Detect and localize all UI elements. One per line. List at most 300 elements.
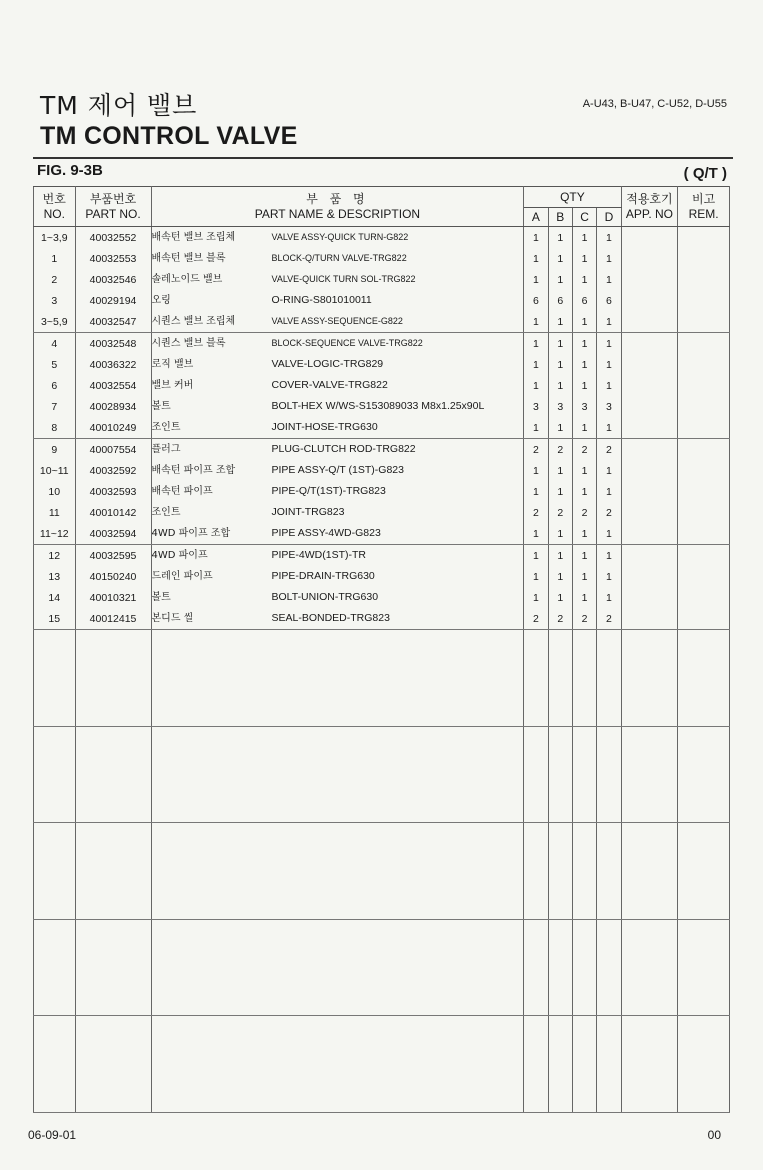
app-no bbox=[621, 523, 678, 545]
col-header-rem-en: REM. bbox=[688, 206, 719, 221]
empty-cell bbox=[597, 919, 621, 1016]
qty-a: 1 bbox=[524, 248, 548, 269]
qty-a: 1 bbox=[524, 587, 548, 608]
part-name-korean: 본디드 씰 bbox=[151, 613, 194, 624]
qty-b: 1 bbox=[548, 354, 572, 375]
empty-cell bbox=[621, 1016, 678, 1113]
qty-d: 1 bbox=[597, 587, 621, 608]
empty-cell bbox=[75, 823, 151, 920]
qty-c: 1 bbox=[572, 566, 596, 587]
qty-c: 1 bbox=[572, 333, 596, 355]
qty-b: 3 bbox=[548, 396, 572, 417]
part-name-english: PIPE-DRAIN-TRG630 bbox=[271, 570, 375, 582]
remarks bbox=[678, 566, 730, 587]
qty-a: 1 bbox=[524, 566, 548, 587]
part-number: 40032546 bbox=[75, 269, 151, 290]
item-number: 1 bbox=[34, 248, 76, 269]
qty-b: 2 bbox=[548, 608, 572, 630]
part-description bbox=[151, 290, 524, 311]
part-name-korean: 시퀀스 밸브 블록 bbox=[151, 338, 226, 349]
part-name-korean: 조인트 bbox=[151, 422, 181, 433]
part-name-korean: 배속턴 밸브 조립체 bbox=[151, 232, 236, 243]
part-description bbox=[151, 587, 524, 608]
qty-a: 1 bbox=[524, 227, 548, 249]
item-number: 15 bbox=[34, 608, 76, 630]
part-number: 40032554 bbox=[75, 375, 151, 396]
table-row bbox=[34, 417, 730, 439]
qty-c: 1 bbox=[572, 523, 596, 545]
empty-cell bbox=[572, 1016, 596, 1113]
part-number: 40028934 bbox=[75, 396, 151, 417]
empty-cell bbox=[597, 726, 621, 823]
empty-cell bbox=[75, 919, 151, 1016]
remarks bbox=[678, 248, 730, 269]
item-number: 9 bbox=[34, 439, 76, 461]
empty-cell bbox=[151, 823, 524, 920]
remarks bbox=[678, 523, 730, 545]
qty-d: 2 bbox=[597, 608, 621, 630]
part-description bbox=[151, 375, 524, 396]
qty-a: 1 bbox=[524, 460, 548, 481]
app-no bbox=[621, 227, 678, 249]
part-name-english: BLOCK-SEQUENCE VALVE-TRG822 bbox=[271, 338, 423, 348]
part-description bbox=[151, 333, 524, 355]
qty-d: 1 bbox=[597, 311, 621, 333]
col-header-part-kr: 부품번호 bbox=[89, 191, 137, 206]
qty-c: 1 bbox=[572, 545, 596, 567]
empty-cell bbox=[597, 630, 621, 727]
qty-d: 1 bbox=[597, 354, 621, 375]
empty-cell bbox=[75, 1016, 151, 1113]
empty-cell bbox=[678, 726, 730, 823]
app-no bbox=[621, 608, 678, 630]
qty-a: 1 bbox=[524, 545, 548, 567]
remarks bbox=[678, 417, 730, 439]
item-number: 8 bbox=[34, 417, 76, 439]
qty-d: 6 bbox=[597, 290, 621, 311]
part-description bbox=[151, 354, 524, 375]
qty-d: 1 bbox=[597, 269, 621, 290]
part-number: 40032595 bbox=[75, 545, 151, 567]
part-name-english: PIPE ASSY-4WD-G823 bbox=[271, 527, 381, 539]
part-name-english: BOLT-HEX W/WS-S153089033 M8x1.25x90L bbox=[271, 400, 485, 412]
qty-b: 1 bbox=[548, 311, 572, 333]
app-no bbox=[621, 248, 678, 269]
part-name-english: PLUG-CLUTCH ROD-TRG822 bbox=[271, 443, 416, 455]
part-name-korean: 시퀀스 밸브 조립체 bbox=[151, 316, 236, 327]
qty-a: 1 bbox=[524, 311, 548, 333]
col-header-qty-c: C bbox=[572, 208, 596, 227]
table-row bbox=[34, 481, 730, 502]
item-number: 3 bbox=[34, 290, 76, 311]
part-number: 40032552 bbox=[75, 227, 151, 249]
qty-b: 1 bbox=[548, 417, 572, 439]
parts-table-body bbox=[34, 227, 730, 1113]
part-name-korean: 조인트 bbox=[151, 507, 181, 518]
part-name-korean: 배속턴 파이프 조합 bbox=[151, 465, 236, 476]
qty-b: 1 bbox=[548, 566, 572, 587]
app-no bbox=[621, 481, 678, 502]
table-row bbox=[34, 354, 730, 375]
empty-cell bbox=[151, 919, 524, 1016]
part-name-english: JOINT-TRG823 bbox=[271, 506, 345, 518]
qty-d: 2 bbox=[597, 439, 621, 461]
page-title-korean: TM 제어 밸브 bbox=[40, 91, 198, 120]
figure-number: FIG. 9-3B bbox=[37, 162, 103, 179]
part-number: 40032553 bbox=[75, 248, 151, 269]
part-name-korean: 로직 밸브 bbox=[151, 359, 194, 370]
col-header-name-en: PART NAME & DESCRIPTION bbox=[254, 206, 421, 221]
part-name-korean: 4WD 파이프 bbox=[151, 550, 208, 561]
item-number: 13 bbox=[34, 566, 76, 587]
qty-a: 1 bbox=[524, 354, 548, 375]
qty-c: 1 bbox=[572, 227, 596, 249]
table-row bbox=[34, 545, 730, 567]
qty-b: 2 bbox=[548, 502, 572, 523]
part-number: 40007554 bbox=[75, 439, 151, 461]
remarks bbox=[678, 608, 730, 630]
part-description bbox=[151, 502, 524, 523]
empty-row bbox=[34, 630, 730, 727]
empty-cell bbox=[34, 726, 76, 823]
model-list: A-U43, B-U47, C-U52, D-U55 bbox=[582, 98, 727, 110]
empty-cell bbox=[572, 823, 596, 920]
qty-d: 2 bbox=[597, 502, 621, 523]
part-number: 40032594 bbox=[75, 523, 151, 545]
qty-a: 3 bbox=[524, 396, 548, 417]
qty-c: 1 bbox=[572, 587, 596, 608]
app-no bbox=[621, 396, 678, 417]
app-no bbox=[621, 375, 678, 396]
qty-c: 3 bbox=[572, 396, 596, 417]
col-header-description bbox=[151, 187, 524, 227]
item-number: 11 bbox=[34, 502, 76, 523]
col-header-app-no bbox=[621, 187, 678, 227]
qty-b: 6 bbox=[548, 290, 572, 311]
col-header-no-kr: 번호 bbox=[42, 191, 66, 206]
parts-table bbox=[33, 186, 730, 1113]
qty-a: 2 bbox=[524, 502, 548, 523]
remarks bbox=[678, 460, 730, 481]
table-row bbox=[34, 248, 730, 269]
empty-cell bbox=[151, 1016, 524, 1113]
empty-cell bbox=[572, 919, 596, 1016]
qty-b: 2 bbox=[548, 439, 572, 461]
empty-row bbox=[34, 823, 730, 920]
empty-cell bbox=[151, 630, 524, 727]
empty-row bbox=[34, 1016, 730, 1113]
remarks bbox=[678, 290, 730, 311]
app-no bbox=[621, 460, 678, 481]
qty-b: 1 bbox=[548, 587, 572, 608]
part-number: 40036322 bbox=[75, 354, 151, 375]
part-description bbox=[151, 396, 524, 417]
table-row bbox=[34, 333, 730, 355]
empty-cell bbox=[151, 726, 524, 823]
item-number: 5 bbox=[34, 354, 76, 375]
part-name-english: VALVE-QUICK TURN SOL-TRG822 bbox=[271, 274, 416, 284]
empty-cell bbox=[75, 726, 151, 823]
part-description bbox=[151, 566, 524, 587]
qty-d: 1 bbox=[597, 417, 621, 439]
table-row bbox=[34, 523, 730, 545]
part-number: 40010321 bbox=[75, 587, 151, 608]
part-description bbox=[151, 460, 524, 481]
table-row bbox=[34, 587, 730, 608]
part-number: 40032593 bbox=[75, 481, 151, 502]
item-number: 10~11 bbox=[34, 460, 76, 481]
qty-d: 1 bbox=[597, 227, 621, 249]
empty-cell bbox=[548, 823, 572, 920]
qty-a: 2 bbox=[524, 439, 548, 461]
qty-c: 1 bbox=[572, 311, 596, 333]
empty-cell bbox=[34, 919, 76, 1016]
remarks bbox=[678, 269, 730, 290]
qty-d: 1 bbox=[597, 248, 621, 269]
table-row bbox=[34, 269, 730, 290]
header-divider bbox=[33, 157, 733, 159]
qty-d: 1 bbox=[597, 481, 621, 502]
part-description bbox=[151, 608, 524, 630]
part-name-korean: 오링 bbox=[151, 295, 171, 306]
footer-date: 06-09-01 bbox=[28, 1128, 77, 1142]
qty-d: 3 bbox=[597, 396, 621, 417]
qty-c: 1 bbox=[572, 354, 596, 375]
table-row bbox=[34, 311, 730, 333]
app-no bbox=[621, 417, 678, 439]
col-header-rem-kr: 비고 bbox=[692, 191, 716, 206]
empty-cell bbox=[621, 823, 678, 920]
col-header-qty-a: A bbox=[524, 208, 548, 227]
empty-cell bbox=[548, 630, 572, 727]
qty-d: 1 bbox=[597, 460, 621, 481]
part-name-english: PIPE-Q/T(1ST)-TRG823 bbox=[271, 485, 386, 497]
table-row bbox=[34, 396, 730, 417]
part-name-english: VALVE ASSY-QUICK TURN-G822 bbox=[271, 232, 409, 242]
empty-cell bbox=[678, 1016, 730, 1113]
part-description bbox=[151, 481, 524, 502]
table-row bbox=[34, 290, 730, 311]
empty-cell bbox=[524, 823, 548, 920]
item-number: 7 bbox=[34, 396, 76, 417]
col-header-app-en: APP. NO bbox=[625, 206, 673, 221]
qty-a: 1 bbox=[524, 269, 548, 290]
item-number: 14 bbox=[34, 587, 76, 608]
part-name-korean: 플러그 bbox=[151, 444, 181, 455]
remarks bbox=[678, 311, 730, 333]
part-number: 40012415 bbox=[75, 608, 151, 630]
qty-b: 1 bbox=[548, 269, 572, 290]
qty-d: 1 bbox=[597, 545, 621, 567]
qty-c: 1 bbox=[572, 248, 596, 269]
table-row bbox=[34, 375, 730, 396]
qty-c: 2 bbox=[572, 502, 596, 523]
qty-b: 1 bbox=[548, 523, 572, 545]
empty-cell bbox=[34, 823, 76, 920]
part-name-korean: 볼트 bbox=[151, 401, 171, 412]
qty-a: 6 bbox=[524, 290, 548, 311]
qty-a: 1 bbox=[524, 417, 548, 439]
empty-cell bbox=[621, 630, 678, 727]
qty-b: 1 bbox=[548, 375, 572, 396]
col-header-qty-d: D bbox=[597, 208, 621, 227]
section-tag: ( Q/T ) bbox=[683, 165, 727, 182]
item-number: 12 bbox=[34, 545, 76, 567]
part-description bbox=[151, 545, 524, 567]
app-no bbox=[621, 269, 678, 290]
qty-b: 1 bbox=[548, 481, 572, 502]
empty-cell bbox=[34, 1016, 76, 1113]
part-description bbox=[151, 523, 524, 545]
qty-a: 1 bbox=[524, 481, 548, 502]
item-number: 3~5,9 bbox=[34, 311, 76, 333]
qty-d: 1 bbox=[597, 523, 621, 545]
table-row bbox=[34, 439, 730, 461]
part-name-english: COVER-VALVE-TRG822 bbox=[271, 379, 388, 391]
empty-cell bbox=[524, 1016, 548, 1113]
qty-b: 1 bbox=[548, 545, 572, 567]
qty-a: 2 bbox=[524, 608, 548, 630]
app-no bbox=[621, 545, 678, 567]
qty-b: 1 bbox=[548, 460, 572, 481]
part-description bbox=[151, 311, 524, 333]
part-number: 40032547 bbox=[75, 311, 151, 333]
part-name-korean: 볼트 bbox=[151, 592, 171, 603]
remarks bbox=[678, 333, 730, 355]
col-header-part-en: PART NO. bbox=[85, 206, 141, 221]
qty-a: 1 bbox=[524, 523, 548, 545]
empty-cell bbox=[621, 726, 678, 823]
qty-b: 1 bbox=[548, 333, 572, 355]
part-number: 40032592 bbox=[75, 460, 151, 481]
app-no bbox=[621, 311, 678, 333]
table-row bbox=[34, 608, 730, 630]
empty-cell bbox=[548, 1016, 572, 1113]
app-no bbox=[621, 354, 678, 375]
col-header-name-kr: 부 품 명 bbox=[306, 191, 369, 206]
remarks bbox=[678, 502, 730, 523]
footer-page-number: 00 bbox=[707, 1128, 721, 1142]
qty-a: 1 bbox=[524, 333, 548, 355]
remarks bbox=[678, 354, 730, 375]
part-name-english: BLOCK-Q/TURN VALVE-TRG822 bbox=[271, 253, 407, 263]
col-header-qty: QTY bbox=[524, 187, 621, 208]
part-number: 40010249 bbox=[75, 417, 151, 439]
empty-cell bbox=[597, 1016, 621, 1113]
empty-row bbox=[34, 919, 730, 1016]
part-name-english: VALVE-LOGIC-TRG829 bbox=[271, 358, 384, 370]
qty-c: 1 bbox=[572, 460, 596, 481]
part-description bbox=[151, 248, 524, 269]
qty-c: 1 bbox=[572, 481, 596, 502]
qty-c: 2 bbox=[572, 439, 596, 461]
app-no bbox=[621, 566, 678, 587]
qty-b: 1 bbox=[548, 248, 572, 269]
empty-cell bbox=[524, 726, 548, 823]
empty-cell bbox=[524, 919, 548, 1016]
part-name-korean: 솔레노이드 밸브 bbox=[151, 274, 223, 285]
col-header-part-no bbox=[75, 187, 151, 227]
table-row bbox=[34, 460, 730, 481]
remarks bbox=[678, 227, 730, 249]
app-no bbox=[621, 587, 678, 608]
item-number: 2 bbox=[34, 269, 76, 290]
qty-a: 1 bbox=[524, 375, 548, 396]
empty-cell bbox=[524, 630, 548, 727]
remarks bbox=[678, 545, 730, 567]
part-name-english: VALVE ASSY-SEQUENCE-G822 bbox=[271, 316, 403, 326]
app-no bbox=[621, 439, 678, 461]
empty-cell bbox=[548, 919, 572, 1016]
qty-b: 1 bbox=[548, 227, 572, 249]
part-number: 40150240 bbox=[75, 566, 151, 587]
col-header-no-en: NO. bbox=[43, 206, 65, 221]
app-no bbox=[621, 502, 678, 523]
empty-cell bbox=[678, 823, 730, 920]
table-row bbox=[34, 502, 730, 523]
remarks bbox=[678, 375, 730, 396]
part-name-english: JOINT-HOSE-TRG630 bbox=[271, 421, 378, 433]
part-description bbox=[151, 417, 524, 439]
col-header-qty-b: B bbox=[548, 208, 572, 227]
empty-cell bbox=[678, 919, 730, 1016]
col-header-no bbox=[34, 187, 76, 227]
app-no bbox=[621, 290, 678, 311]
empty-row bbox=[34, 726, 730, 823]
table-row bbox=[34, 566, 730, 587]
empty-cell bbox=[75, 630, 151, 727]
empty-cell bbox=[572, 726, 596, 823]
part-name-english: PIPE ASSY-Q/T (1ST)-G823 bbox=[271, 464, 404, 476]
empty-cell bbox=[597, 823, 621, 920]
item-number: 6 bbox=[34, 375, 76, 396]
part-description bbox=[151, 269, 524, 290]
part-name-english: SEAL-BONDED-TRG823 bbox=[271, 612, 390, 624]
empty-cell bbox=[548, 726, 572, 823]
part-number: 40032548 bbox=[75, 333, 151, 355]
qty-d: 1 bbox=[597, 375, 621, 396]
part-name-korean: 밸브 커버 bbox=[151, 380, 194, 391]
page-title: TM CONTROL VALVE bbox=[40, 122, 298, 150]
app-no bbox=[621, 333, 678, 355]
part-name-korean: 드레인 파이프 bbox=[151, 571, 213, 582]
item-number: 4 bbox=[34, 333, 76, 355]
part-name-english: PIPE-4WD(1ST)-TR bbox=[271, 549, 366, 561]
empty-cell bbox=[678, 630, 730, 727]
remarks bbox=[678, 439, 730, 461]
qty-c: 1 bbox=[572, 417, 596, 439]
part-number: 40010142 bbox=[75, 502, 151, 523]
remarks bbox=[678, 587, 730, 608]
empty-cell bbox=[572, 630, 596, 727]
remarks bbox=[678, 396, 730, 417]
qty-d: 1 bbox=[597, 333, 621, 355]
item-number: 1~3,9 bbox=[34, 227, 76, 249]
item-number: 10 bbox=[34, 481, 76, 502]
part-number: 40029194 bbox=[75, 290, 151, 311]
empty-cell bbox=[34, 630, 76, 727]
col-header-app-kr: 적용호기 bbox=[626, 191, 673, 206]
part-description bbox=[151, 439, 524, 461]
part-name-korean: 배속턴 파이프 bbox=[151, 486, 213, 497]
qty-d: 1 bbox=[597, 566, 621, 587]
item-number: 11~12 bbox=[34, 523, 76, 545]
col-header-remarks bbox=[678, 187, 730, 227]
qty-c: 1 bbox=[572, 375, 596, 396]
part-name-english: BOLT-UNION-TRG630 bbox=[271, 591, 379, 603]
part-description bbox=[151, 227, 524, 249]
qty-c: 6 bbox=[572, 290, 596, 311]
